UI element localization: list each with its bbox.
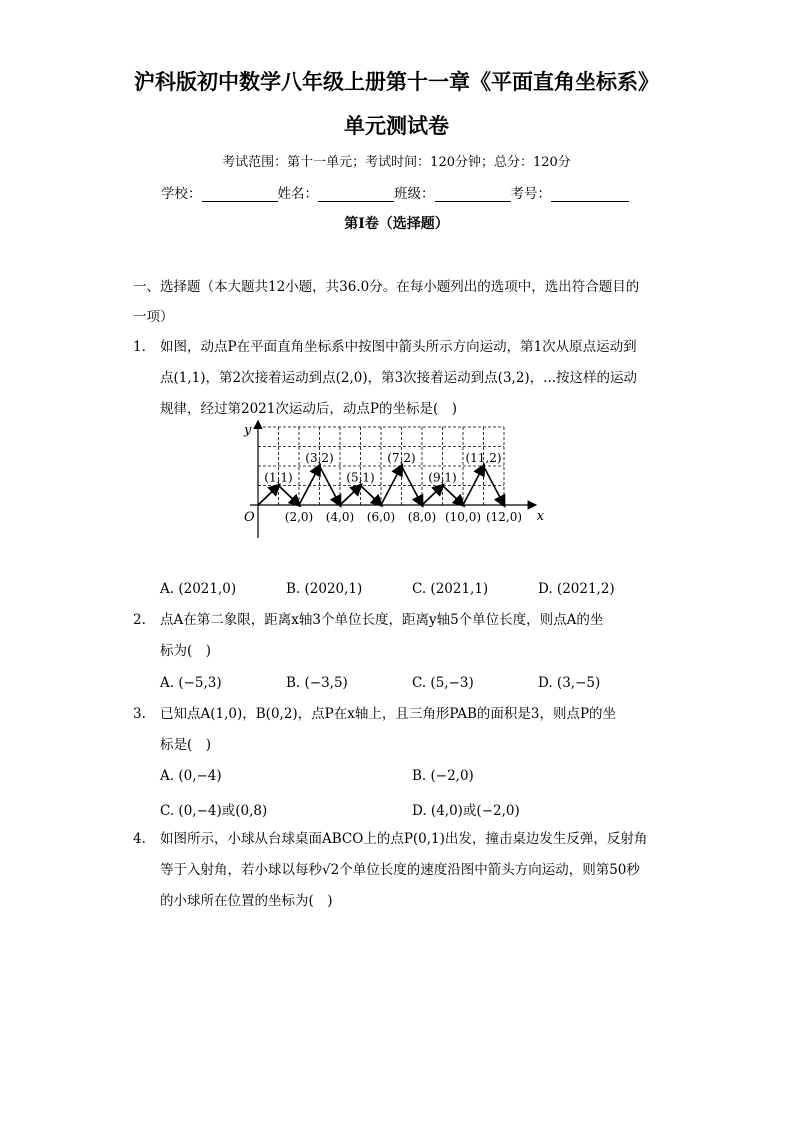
q3-line2: 标是( ) (160, 737, 212, 753)
y-axis-label: y (244, 423, 252, 438)
q3-option-d[interactable]: D. (4,0)或(−2,0) (412, 803, 520, 819)
q3-line1: 已知点A(1,0)，B(0,2)，点P在x轴上，且三角形PAB的面积是3，则点P的坐 (160, 706, 617, 722)
q2-number: 2. (133, 612, 146, 628)
motion-segment (299, 466, 320, 505)
q4-number: 4. (133, 831, 146, 847)
q2-option-b[interactable]: B. (−3,5) (286, 675, 348, 691)
section1-line1: 一、选择题（本大题共12小题，共36.0分。在每小题列出的选项中，选出符合题目的 (133, 279, 640, 295)
motion-segment (320, 466, 341, 505)
q1-option-c[interactable]: C. (2021,1) (412, 581, 489, 597)
q1-option-a[interactable]: A. (2021,0) (160, 581, 237, 597)
q2-option-d[interactable]: D. (3,−5) (538, 675, 601, 691)
q2-option-a[interactable]: A. (−5,3) (160, 675, 222, 691)
motion-segment (258, 486, 279, 506)
q2-line2: 标为( ) (160, 643, 212, 659)
q1-line1: 如图，动点P在平面直角坐标系中按图中箭头所示方向运动，第1次从原点运动到 (160, 339, 637, 355)
q3-option-c[interactable]: C. (0,−4)或(0,8) (160, 803, 268, 819)
number-blank[interactable] (551, 187, 629, 202)
q4-line2: 等于入射角，若小球以每秒√2个单位长度的速度沿图中箭头方向运动，则第50秒 (160, 862, 640, 878)
q1-option-b[interactable]: B. (2020,1) (286, 581, 363, 597)
axis-point-label: (2,0) (284, 510, 314, 524)
motion-segment (361, 486, 382, 506)
q2-stem (160, 605, 665, 667)
exam-info: 考试范围：第十一单元；考试时间：120分钟；总分：120分 (222, 155, 571, 170)
name-label: 姓名： (277, 186, 318, 202)
q3-option-a[interactable]: A. (0,−4) (160, 768, 222, 784)
axis-point-label: (6,0) (366, 510, 396, 524)
peak-point-label: (7,2) (387, 451, 416, 465)
school-label: 学校： (161, 186, 202, 202)
class-blank[interactable] (435, 187, 511, 202)
school-blank[interactable] (202, 187, 278, 202)
q4-line3: 的小球所在位置的坐标为( ) (160, 893, 333, 909)
title-line-2: 单元测试卷 (344, 113, 449, 138)
axis-point-label: (8,0) (407, 510, 437, 524)
name-blank[interactable] (318, 187, 394, 202)
title-line-1: 沪科版初中数学八年级上册第十一章《平面直角坐标系》 (134, 69, 659, 94)
peak-point-label: (5,1) (346, 470, 375, 485)
grid-lines (258, 427, 504, 505)
motion-segment (422, 486, 443, 506)
q3-stem (160, 699, 665, 761)
peak-point-label: (11,2) (465, 451, 502, 465)
q4-line1: 如图所示，小球从台球桌面ABCO上的点P(0,1)出发，撞击桌边发生反弹，反射角 (160, 831, 648, 847)
q1-line3: 规律，经过第2021次运动后，动点P的坐标是( ) (160, 401, 457, 417)
axis-point-label: (4,0) (325, 510, 355, 524)
x-axis-label: x (536, 509, 545, 524)
class-label: 班级： (394, 186, 435, 202)
q1-line2: 点(1,1)，第2次接着运动到点(2,0)，第3次接着运动到点(3,2)，...按这样的运动 (160, 370, 638, 386)
student-fields (161, 182, 629, 202)
axis-point-label: (10,0) (444, 510, 482, 524)
origin-label: O (244, 510, 255, 525)
peak-point-label: (9,1) (428, 470, 457, 485)
q1-figure (228, 418, 558, 543)
q2-line1: 点A在第二象限，距离x轴3个单位长度，距离y轴5个单位长度，则点A的坐 (160, 612, 604, 628)
peak-point-label: (1,1) (264, 470, 293, 485)
q3-number: 3. (133, 706, 146, 722)
q2-option-c[interactable]: C. (5,−3) (412, 675, 474, 691)
section1-line2: 一项） (133, 309, 174, 325)
q1-number: 1. (133, 339, 146, 355)
peak-point-label: (3,2) (305, 451, 334, 465)
q1-stem (160, 332, 665, 425)
motion-segment (279, 486, 300, 506)
q4-stem (160, 824, 665, 917)
q3-option-b[interactable]: B. (−2,0) (412, 768, 474, 784)
axis-point-label: (12,0) (485, 510, 523, 524)
volume-title: 第I卷（选择题） (344, 216, 449, 232)
q1-option-d[interactable]: D. (2021,2) (538, 581, 615, 597)
motion-segment (443, 486, 464, 506)
number-label: 考号： (510, 186, 551, 202)
motion-segment (340, 486, 361, 506)
